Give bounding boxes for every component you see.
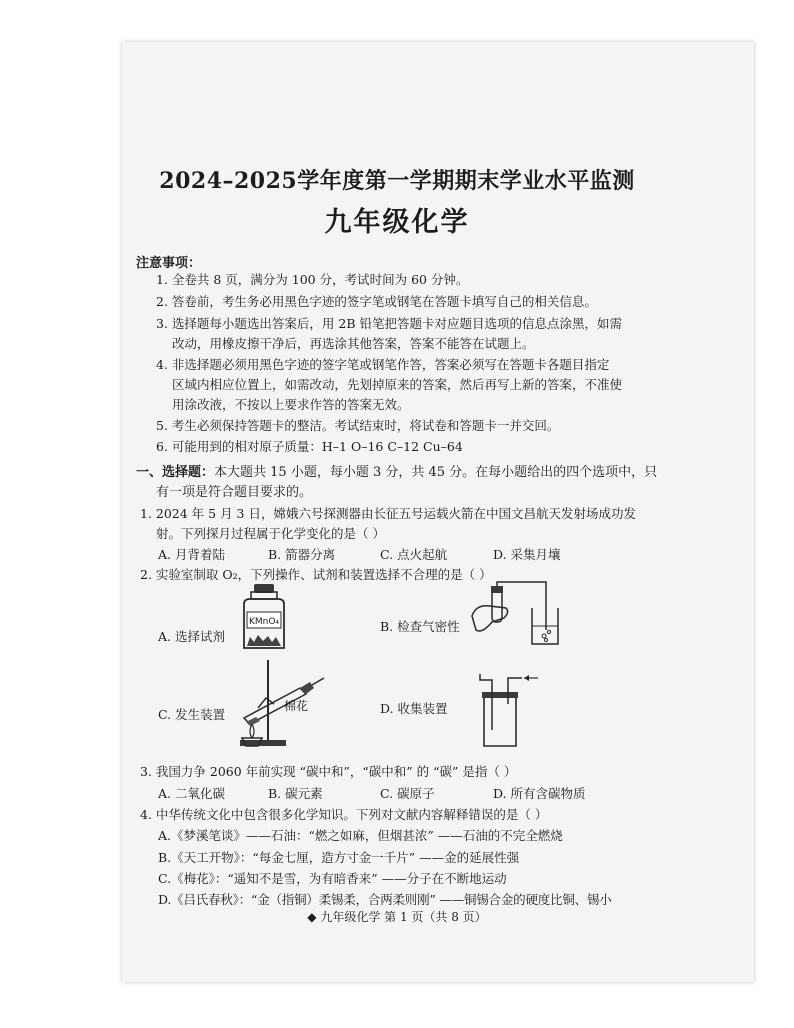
section-intro-text: 本大题共 15 小题，每小题 3 分，共 45 分。在每小题给出的四个选项中，只	[214, 465, 658, 480]
q3-option-b: B. 碳元素	[268, 786, 323, 801]
notice-line: 1. 全卷共 8 页，满分为 100 分，考试时间为 60 分钟。	[156, 272, 469, 287]
airtight-check-illustration	[462, 578, 562, 650]
notice-heading: 注意事项：	[136, 256, 202, 271]
bottle-neck	[251, 592, 277, 599]
exam-subject: 九年级化学	[324, 207, 470, 238]
reagent-label: KMnO₄	[248, 617, 280, 627]
notice-line: 4. 非选择题必须用黑色字迹的签字笔或钢笔作答，答案必须写在答题卡各题目指定	[156, 357, 610, 372]
q1-stem: 1. 2024 年 5 月 3 日，嫦娥六号探测器由长征五号运载火箭在中国文昌航天发射场成功发	[140, 506, 636, 521]
arrow-head	[524, 675, 529, 681]
q3-option-a: A. 二氧化碳	[158, 786, 225, 801]
gas-bottle	[484, 698, 516, 746]
q1-stem-line2: 射。下列探月过程属于化学变化的是（ ）	[156, 526, 385, 541]
q4-option-d: D.《吕氏春秋》：“金（指铜）柔锡柔，合两柔则刚” ——铜锡合金的硬度比铜、锡小	[158, 892, 612, 907]
q2-option-c: C. 发生装置	[158, 707, 226, 722]
bottle-crystals	[247, 635, 281, 646]
q3-option-c: C. 碳原子	[380, 786, 435, 801]
notice-line: 区域内相应位置上，如需改动，先划掉原来的答案，然后再写上新的答案，不准使	[172, 377, 623, 392]
q4-option-c: C.《梅花》：“遥知不是雪，为有暗香来” ——分子在不断地运动	[158, 871, 507, 886]
inlet-tube	[480, 674, 492, 730]
q4-stem: 4. 中华传统文化中包含很多化学知识。下列对文献内容解释错误的是（ ）	[140, 807, 548, 822]
notice-line: 3. 选择题每小题选出答案后，用 2B 铅笔把答题卡对应题目选项的信息点涂黑，如需	[156, 316, 622, 331]
tube-stopper	[491, 586, 503, 593]
q2-option-a: A. 选择试剂	[158, 629, 225, 644]
q2-option-d: D. 收集装置	[380, 701, 448, 716]
delivery-tube	[497, 582, 546, 630]
bottle-stopper	[482, 692, 518, 698]
q3-option-d: D. 所有含碳物质	[493, 786, 586, 801]
q1-option-b: B. 箭器分离	[268, 547, 336, 562]
notice-line: 2. 答卷前，考生务必用黑色字迹的签字笔或钢笔在答题卡填写自己的相关信息。	[156, 294, 597, 309]
collection-apparatus-illustration	[476, 670, 540, 750]
bubble	[544, 638, 547, 641]
page-footer: ◆ 九年级化学 第 1 页（共 8 页）	[307, 910, 487, 924]
notice-line: 5. 考生必须保持答题卡的整洁。考试结束时，将试卷和答题卡一并交回。	[156, 418, 560, 433]
section-intro	[136, 461, 657, 480]
notice-line: 用涂改液，不按以上要求作答的答案无效。	[172, 397, 410, 412]
q2-option-b: B. 检查气密性	[380, 619, 460, 634]
q4-option-b: B.《天工开物》：“每金七厘，造方寸金一千片” ——金的延展性强	[158, 850, 520, 865]
bubble	[547, 630, 550, 633]
q1-option-c: C. 点火起航	[380, 547, 448, 562]
delivery-tube	[312, 678, 324, 685]
reagent-powder	[246, 717, 260, 726]
reagent-bottle-illustration	[238, 582, 290, 654]
iron-stand-base	[240, 740, 286, 746]
q3-stem: 3. 我国力争 2060 年前实现 “碳中和”，“碳中和” 的 “碳” 是指（ ）	[140, 764, 517, 779]
cotton-label: 棉花	[284, 699, 309, 713]
q2-stem: 2. 实验室制取 O₂，下列操作、试剂和装置选择不合理的是（ ）	[140, 567, 492, 582]
notice-line: 改动，用橡皮擦干净后，再选涂其他答案，答案不能答在试题上。	[172, 336, 535, 351]
q1-option-a: A. 月背着陆	[158, 547, 225, 562]
flame-icon	[250, 724, 254, 738]
section-heading: 一、选择题：	[136, 465, 215, 480]
notice-line: 6. 可能用到的相对原子质量：H–1 O–16 C–12 Cu–64	[156, 439, 463, 454]
generation-apparatus-illustration	[236, 658, 326, 750]
q4-option-a: A.《梦溪笔谈》——石油：“燃之如麻，但烟甚浓” ——石油的不完全燃烧	[158, 828, 563, 843]
bubble	[542, 634, 546, 638]
section-intro-line2: 有一项是符合题目要求的。	[156, 485, 313, 500]
exam-title: 2024–2025学年度第一学期期末学业水平监测	[159, 168, 635, 194]
tube-stopper	[300, 682, 314, 694]
q1-option-d: D. 采集月壤	[493, 547, 561, 562]
outlet-tube	[508, 678, 522, 704]
